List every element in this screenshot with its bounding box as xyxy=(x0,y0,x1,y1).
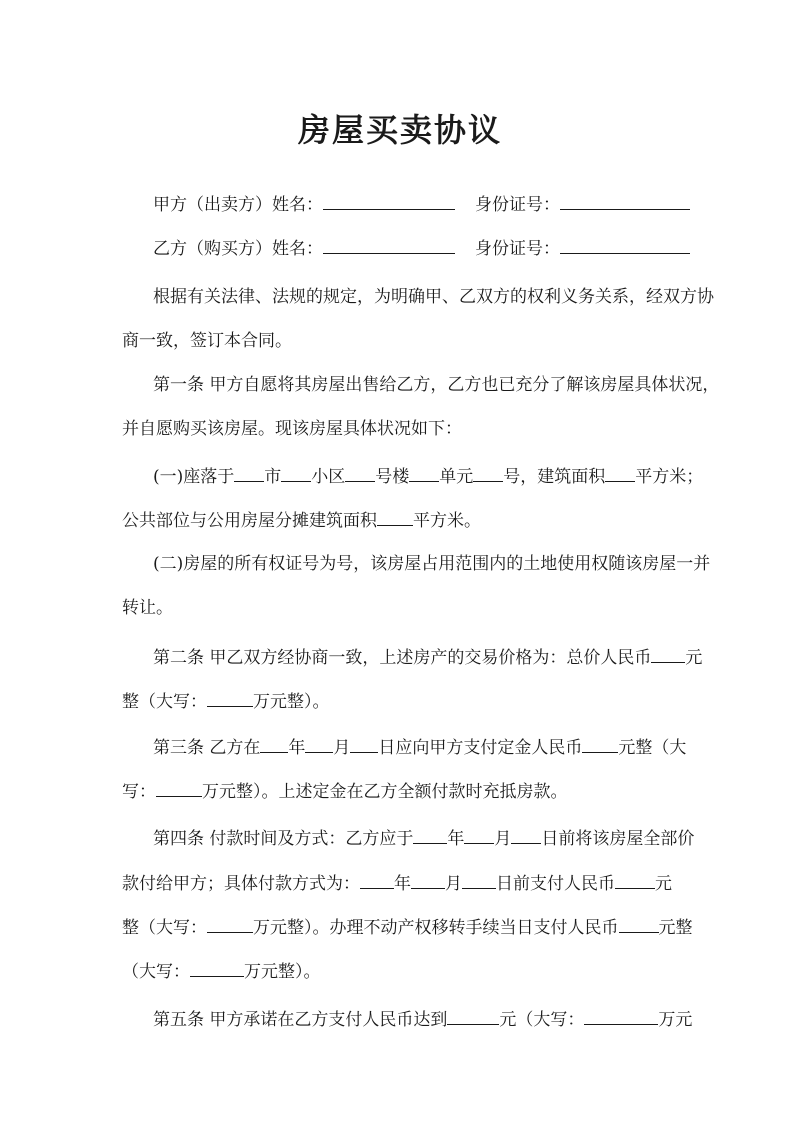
intro-line-1: 根据有关法律、法规的规定，为明确甲、乙双方的权利义务关系，经双方协 xyxy=(153,287,714,307)
installment-month-blank[interactable] xyxy=(411,871,445,889)
article-4-text-f: 年 xyxy=(394,874,411,894)
article-3-text-e: 元整（大 xyxy=(618,738,687,758)
article-4-text-c: 月 xyxy=(494,829,512,849)
article-2-line-1 xyxy=(122,645,713,670)
deposit-year-blank[interactable] xyxy=(260,735,288,753)
article-4-line-1 xyxy=(122,826,713,851)
article-2-text-c: 整（大写： xyxy=(122,692,207,712)
page-title: 房屋买卖协议 xyxy=(297,111,502,149)
article-4-text-m: （大写： xyxy=(122,962,190,982)
district-blank[interactable] xyxy=(281,464,311,482)
building-blank[interactable] xyxy=(345,464,375,482)
item-1-text-e: 单元 xyxy=(439,467,474,487)
item-1-text-f: 号，建筑面积 xyxy=(503,467,606,487)
article-2-text-a: 第二条 甲乙双方经协商一致，上述房产的交易价格为：总价人民币 xyxy=(153,648,652,668)
party-b-label: 乙方（购买方）姓名： xyxy=(153,239,323,259)
payment-year-blank[interactable] xyxy=(413,826,447,844)
article-3-line-1 xyxy=(122,735,713,760)
installment-amount-blank[interactable] xyxy=(615,871,655,889)
installment-words-blank[interactable] xyxy=(207,915,253,933)
item-2-line-1: (二)房屋的所有权证号为号，该房屋占用范围内的土地使用权随该房屋一并 xyxy=(153,554,711,574)
party-a-name-blank[interactable] xyxy=(323,192,455,210)
article-3-text-c: 月 xyxy=(333,738,351,758)
party-b-id-blank[interactable] xyxy=(560,236,690,254)
item-1-text-h: 公共部位与公用房屋分摊建筑面积 xyxy=(122,511,377,531)
intro-line-2: 商一致，签订本合同。 xyxy=(122,331,292,351)
article-2-line-2 xyxy=(122,689,682,714)
threshold-words-blank[interactable] xyxy=(584,1007,658,1025)
deposit-month-blank[interactable] xyxy=(305,735,333,753)
deposit-words-blank[interactable] xyxy=(156,779,202,797)
shared-area-blank[interactable] xyxy=(377,508,413,526)
transfer-words-blank[interactable] xyxy=(190,959,244,977)
article-5-text-b: 元（大写： xyxy=(499,1010,585,1030)
total-price-words-blank[interactable] xyxy=(207,689,253,707)
article-4-text-b: 年 xyxy=(447,829,465,849)
party-a-id-label: 身份证号： xyxy=(475,195,560,215)
installment-year-blank[interactable] xyxy=(360,871,394,889)
total-price-blank[interactable] xyxy=(651,645,685,663)
item-2-line-2: 转让。 xyxy=(122,598,173,618)
article-3-text-a: 第三条 乙方在 xyxy=(153,738,261,758)
payment-day-blank[interactable] xyxy=(511,826,541,844)
article-4-text-d: 日前将该房屋全部价 xyxy=(541,829,695,849)
article-4-text-e: 款付给甲方；具体付款方式为： xyxy=(122,874,360,894)
article-4-text-a: 第四条 付款时间及方式：乙方应于 xyxy=(153,829,414,849)
item-1-line-1 xyxy=(122,464,713,489)
article-3-text-d: 日应向甲方支付定金人民币 xyxy=(378,738,583,758)
party-b-name-blank[interactable] xyxy=(323,236,455,254)
party-b-id-label: 身份证号： xyxy=(475,239,560,259)
article-5-text-c: 万元 xyxy=(658,1010,693,1030)
party-a-label: 甲方（出卖方）姓名： xyxy=(153,195,323,215)
article-3-text-b: 年 xyxy=(288,738,306,758)
article-2-text-d: 万元整）。 xyxy=(253,692,330,712)
floor-area-blank[interactable] xyxy=(605,464,635,482)
article-4-text-k: 万元整）。办理不动产权移转手续当日支付人民币 xyxy=(253,918,619,938)
article-4-text-l: 元整 xyxy=(658,918,693,938)
article-4-text-i: 元 xyxy=(655,874,672,894)
article-4-line-4 xyxy=(122,959,682,984)
item-1-line-2 xyxy=(122,508,682,533)
item-1-text-d: 号楼 xyxy=(375,467,410,487)
article-1-line-2: 并自愿购买该房屋。现该房屋具体状况如下： xyxy=(122,419,462,439)
item-1-text-g: 平方米； xyxy=(635,467,704,487)
article-5-line-1 xyxy=(122,1007,713,1032)
installment-day-blank[interactable] xyxy=(462,871,496,889)
article-4-text-g: 月 xyxy=(445,874,462,894)
article-3-text-f: 写： xyxy=(122,782,156,802)
room-number-blank[interactable] xyxy=(473,464,503,482)
party-a-line xyxy=(122,192,713,217)
article-3-line-2 xyxy=(122,779,682,804)
deposit-amount-blank[interactable] xyxy=(582,735,618,753)
deposit-day-blank[interactable] xyxy=(350,735,378,753)
item-1-text-i: 平方米。 xyxy=(413,511,481,531)
article-2-text-b: 元 xyxy=(685,648,703,668)
article-4-text-j: 整（大写： xyxy=(122,918,207,938)
article-4-text-n: 万元整）。 xyxy=(244,962,321,982)
threshold-amount-blank[interactable] xyxy=(447,1007,499,1025)
article-3-text-g: 万元整）。上述定金在乙方全额付款时充抵房款。 xyxy=(202,782,568,802)
payment-month-blank[interactable] xyxy=(464,826,494,844)
item-1-text-c: 小区 xyxy=(311,467,346,487)
article-5-text-a: 第五条 甲方承诺在乙方支付人民币达到 xyxy=(153,1010,448,1030)
unit-blank[interactable] xyxy=(409,464,439,482)
article-4-line-2 xyxy=(122,871,682,896)
article-4-line-3 xyxy=(122,915,693,940)
party-a-id-blank[interactable] xyxy=(560,192,690,210)
item-1-text-b: 市 xyxy=(264,467,282,487)
city-blank[interactable] xyxy=(234,464,264,482)
transfer-amount-blank[interactable] xyxy=(619,915,659,933)
item-1-text-a: (一)座落于 xyxy=(153,467,235,487)
article-4-text-h: 日前支付人民币 xyxy=(496,874,615,894)
party-b-line xyxy=(122,236,713,261)
article-1-line-1: 第一条 甲方自愿将其房屋出售给乙方，乙方也已充分了解该房屋具体状况， xyxy=(153,375,720,395)
